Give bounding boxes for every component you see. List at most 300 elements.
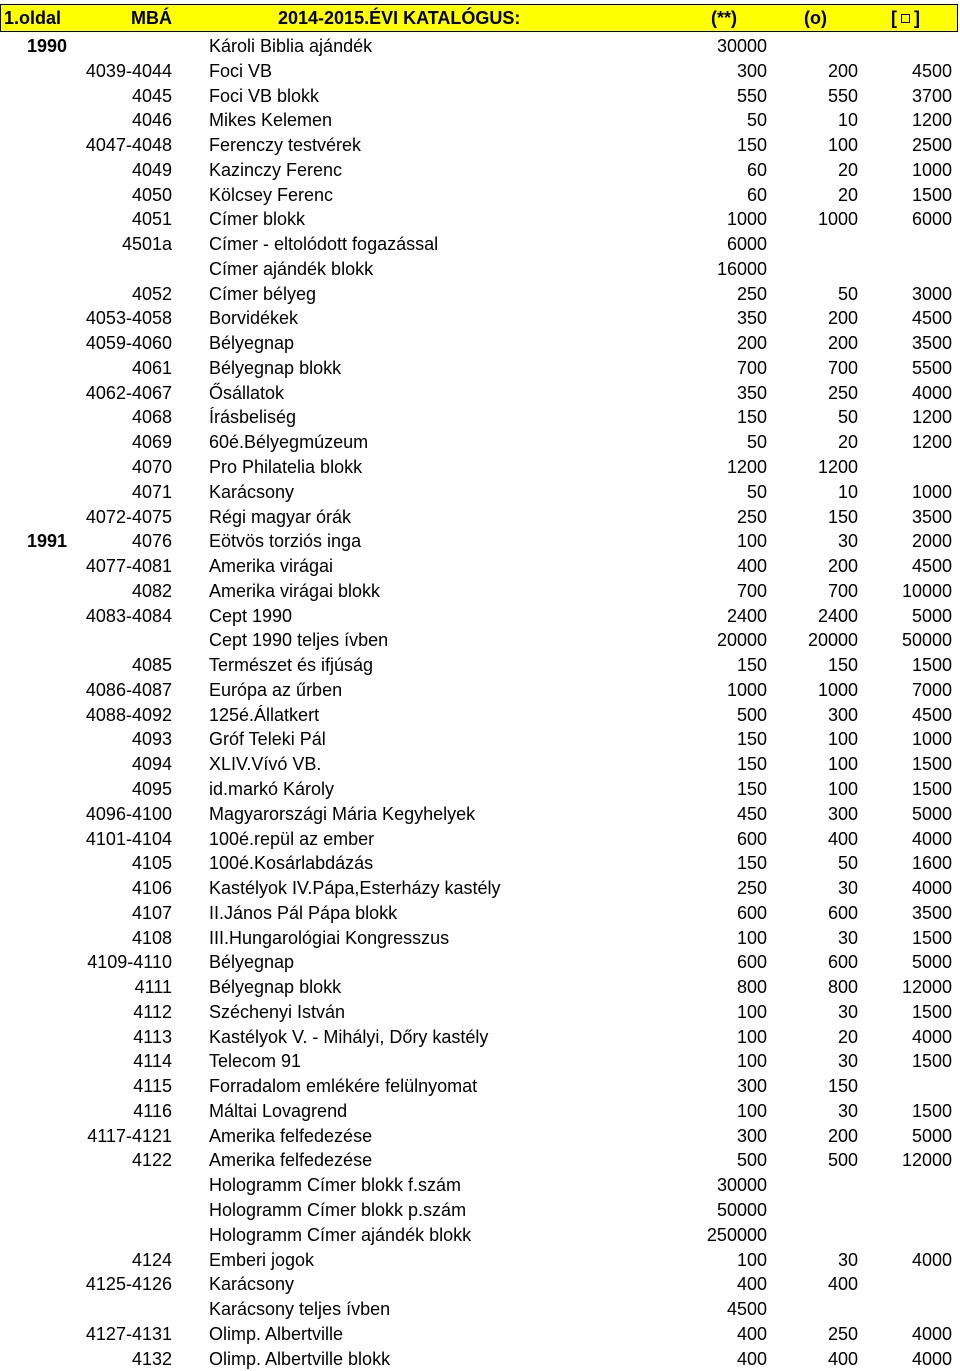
fdc-price-cell: 1600 (911, 853, 952, 874)
mint-price-cell: 800 (736, 977, 767, 998)
mint-price-cell: 200 (736, 333, 767, 354)
used-price-cell: 10 (837, 481, 858, 502)
mint-price-cell: 350 (736, 382, 767, 403)
used-price-cell: 30 (837, 1051, 858, 1072)
fdc-price-cell: 1500 (911, 1100, 952, 1121)
mint-price-cell: 400 (736, 1348, 767, 1369)
table-row (0, 232, 960, 257)
stamp-name-cell: Természet és ifjúság (209, 655, 374, 676)
table-row (0, 653, 960, 678)
stamp-name-cell: Károli Biblia ajándék (209, 36, 373, 56)
fdc-price-cell: 4000 (911, 878, 952, 899)
fdc-price-cell: 3700 (911, 85, 952, 106)
mint-price-cell: 100 (736, 531, 767, 552)
used-price-cell: 20 (837, 184, 858, 205)
mint-price-cell: 150 (736, 655, 767, 676)
stamp-name-cell: 125é.Állatkert (209, 704, 320, 725)
table-row (0, 628, 960, 653)
stamp-name-cell: Európa az űrben (209, 679, 343, 700)
mint-price-cell: 600 (736, 828, 767, 849)
mint-price-cell: 30000 (716, 1175, 767, 1196)
used-price-cell: 150 (827, 655, 858, 676)
table-row (0, 975, 960, 1000)
mint-price-cell: 250 (736, 506, 767, 527)
catalog-number-cell: 4114 (133, 1051, 172, 1072)
mint-price-cell: 450 (736, 803, 767, 824)
catalog-number-cell: 4046 (131, 110, 172, 131)
table-row (0, 1297, 960, 1322)
mint-price-cell: 30000 (716, 36, 767, 56)
stamp-name-cell: Magyarországi Mária Kegyhelyek (209, 803, 476, 824)
used-price-cell: 1000 (817, 679, 858, 700)
fdc-price-cell: 6000 (911, 209, 952, 230)
table-row (0, 604, 960, 629)
used-price-cell: 20 (837, 432, 858, 453)
stamp-name-cell: Ősállatok (209, 382, 285, 403)
stamp-name-cell: 100é.repül az ember (209, 828, 375, 849)
fdc-price-cell: 1200 (911, 407, 952, 428)
catalog-number-cell: 4096-4100 (85, 803, 172, 824)
mint-price-cell: 50000 (716, 1199, 767, 1220)
table-row (0, 84, 960, 109)
used-price-cell: 100 (827, 778, 858, 799)
stamp-name-cell: id.markó Károly (209, 778, 335, 799)
fdc-price-cell: 4000 (911, 1249, 952, 1270)
used-price-cell: 30 (837, 531, 858, 552)
mint-price-cell: 350 (736, 308, 767, 329)
table-row (0, 827, 960, 852)
stamp-name-cell: Kastélyok IV.Pápa,Esterházy kastély (209, 878, 501, 899)
used-price-cell: 300 (827, 803, 858, 824)
fdc-price-cell: 4000 (911, 828, 952, 849)
table-row (0, 926, 960, 951)
stamp-name-cell: Foci VB blokk (209, 85, 320, 106)
catalog-number-cell: 4045 (131, 85, 172, 106)
stamp-name-cell: II.János Pál Pápa blokk (209, 902, 398, 923)
stamp-name-cell: 100é.Kosárlabdázás (209, 853, 374, 874)
used-price-cell: 100 (827, 729, 858, 750)
catalog-table (0, 34, 960, 1371)
table-row (0, 1099, 960, 1124)
catalog-number-cell: 4069 (131, 432, 172, 453)
stamp-name-cell: Ferenczy testvérek (209, 135, 362, 156)
used-price-cell: 100 (827, 754, 858, 775)
fdc-price-cell: 1500 (911, 184, 952, 205)
fdc-price-cell: 12000 (901, 1150, 952, 1171)
fdc-price-cell: 1200 (911, 110, 952, 131)
catalog-number-cell: 4111 (134, 977, 172, 998)
mint-price-cell: 6000 (726, 234, 767, 255)
used-price-cell: 20 (837, 159, 858, 180)
mint-price-cell: 100 (736, 1249, 767, 1270)
used-price-cell: 300 (827, 704, 858, 725)
stamp-name-cell: Máltai Lovagrend (209, 1100, 348, 1121)
stamp-name-cell: Telecom 91 (209, 1051, 302, 1072)
catalog-number-cell: 4122 (131, 1150, 172, 1171)
stamp-name-cell: Hologramm Címer ajándék blokk (209, 1224, 472, 1245)
catalog-number-cell: 4093 (131, 729, 172, 750)
mint-price-cell: 50 (746, 432, 767, 453)
mint-price-cell: 100 (736, 1026, 767, 1047)
table-row (0, 331, 960, 356)
stamp-name-cell: Bélyegnap (209, 952, 295, 973)
fdc-price-cell: 5000 (911, 803, 952, 824)
used-price-cell: 550 (827, 85, 858, 106)
stamp-name-cell: Cept 1990 teljes ívben (209, 630, 389, 651)
table-row (0, 34, 960, 59)
fdc-price-cell: 1200 (911, 432, 952, 453)
catalog-number-cell: 4101-4104 (85, 828, 172, 849)
mint-price-cell: 700 (736, 357, 767, 378)
fdc-price-cell: 2500 (911, 135, 952, 156)
catalog-number-cell: 4086-4087 (85, 679, 172, 700)
table-row (0, 430, 960, 455)
stamp-name-cell: Amerika felfedezése (209, 1150, 373, 1171)
catalog-number-cell: 4112 (133, 1001, 172, 1022)
stamp-name-cell: Amerika virágai blokk (209, 580, 381, 601)
stamp-name-cell: Karácsony teljes ívben (209, 1299, 391, 1320)
mint-price-cell: 150 (736, 754, 767, 775)
table-row (0, 133, 960, 158)
catalog-number-cell: 4052 (131, 283, 172, 304)
catalog-number-cell: 4094 (131, 754, 172, 775)
fdc-price-cell: 4500 (911, 60, 952, 81)
fdc-price-cell: 1500 (911, 1001, 952, 1022)
table-row (0, 257, 960, 282)
stamp-name-cell: Hologramm Címer blokk f.szám (209, 1175, 462, 1196)
catalog-number-cell: 4059-4060 (85, 333, 172, 354)
table-row (0, 901, 960, 926)
table-row (0, 306, 960, 331)
stamp-name-cell: Amerika virágai (209, 556, 334, 577)
fdc-price-cell: 3500 (911, 333, 952, 354)
mint-price-cell: 400 (736, 1323, 767, 1344)
catalog-number-cell: 4050 (131, 184, 172, 205)
table-row (0, 1223, 960, 1248)
year-cell: 1990 (27, 36, 68, 56)
mint-price-cell: 150 (736, 407, 767, 428)
used-price-cell: 400 (827, 1274, 858, 1295)
stamp-name-cell: Olimp. Albertville (209, 1323, 344, 1344)
stamp-name-cell: Bélyegnap (209, 333, 295, 354)
stamp-name-cell: Bélyegnap blokk (209, 357, 342, 378)
year-cell: 1991 (27, 531, 68, 552)
mint-price-cell: 150 (736, 729, 767, 750)
used-price-cell: 50 (837, 407, 858, 428)
fdc-price-cell: 4500 (911, 704, 952, 725)
fdc-price-cell: 4000 (911, 382, 952, 403)
fdc-price-cell: 1000 (911, 729, 952, 750)
stamp-name-cell: Eötvös torziós inga (209, 531, 362, 552)
stamp-name-cell: Régi magyar órák (209, 506, 352, 527)
fdc-price-cell: 12000 (901, 977, 952, 998)
fdc-price-cell: 10000 (901, 580, 952, 601)
table-row (0, 1074, 960, 1099)
mint-price-cell: 100 (736, 927, 767, 948)
table-row (0, 1049, 960, 1074)
used-price-cell: 200 (827, 1125, 858, 1146)
stamp-name-cell: Címer - eltolódott fogazással (209, 234, 439, 255)
mint-price-cell: 1000 (726, 209, 767, 230)
table-row (0, 455, 960, 480)
table-row (0, 207, 960, 232)
used-price-cell: 200 (827, 333, 858, 354)
mint-price-cell: 50 (746, 481, 767, 502)
catalog-number-cell: 4125-4126 (85, 1274, 172, 1295)
stamp-name-cell: Címer ajándék blokk (209, 258, 374, 279)
stamp-name-cell: Kazinczy Ferenc (209, 159, 343, 180)
mint-price-cell: 500 (736, 1150, 767, 1171)
table-row (0, 59, 960, 84)
used-price-cell: 2400 (817, 605, 858, 626)
catalog-number-cell: 4108 (131, 927, 172, 948)
fdc-price-cell: 1500 (911, 754, 952, 775)
used-price-cell: 500 (827, 1150, 858, 1171)
used-price-cell: 30 (837, 927, 858, 948)
table-row (0, 876, 960, 901)
catalog-number-cell: 4083-4084 (85, 605, 172, 626)
table-row (0, 950, 960, 975)
stamp-name-cell: Emberi jogok (209, 1249, 315, 1270)
fdc-price-cell: 4500 (911, 308, 952, 329)
fdc-bracket-close: ] (914, 8, 920, 28)
mint-price-cell: 300 (736, 1125, 767, 1146)
mint-price-cell: 100 (736, 1001, 767, 1022)
catalog-number-cell: 4095 (131, 778, 172, 799)
catalog-number-cell: 4047-4048 (85, 135, 172, 156)
used-price-cell: 1000 (817, 209, 858, 230)
mint-price-cell: 1200 (726, 457, 767, 478)
table-row (0, 158, 960, 183)
catalog-number-cell: 4116 (133, 1100, 172, 1121)
fdc-price-cell: 1000 (911, 481, 952, 502)
stamp-name-cell: Karácsony (209, 481, 295, 502)
mint-price-cell: 150 (736, 135, 767, 156)
fdc-bracket-open: [ (891, 8, 897, 28)
used-price-cell: 150 (827, 506, 858, 527)
stamp-name-cell: Cept 1990 (209, 605, 293, 626)
column-mint-header: (**) (711, 8, 737, 28)
catalog-number-cell: 4117-4121 (87, 1125, 172, 1146)
table-row (0, 1347, 960, 1371)
stamp-name-cell: Borvidékek (209, 308, 299, 329)
fdc-price-cell: 3500 (911, 506, 952, 527)
catalog-number-cell: 4115 (133, 1076, 172, 1097)
used-price-cell: 30 (837, 1100, 858, 1121)
mint-price-cell: 50 (746, 110, 767, 131)
table-row (0, 282, 960, 307)
catalog-number-cell: 4109-4110 (87, 952, 172, 973)
used-price-cell: 400 (827, 1348, 858, 1369)
catalog-number-cell: 4105 (131, 853, 172, 874)
catalog-number-cell: 4107 (131, 902, 172, 923)
fdc-price-cell: 5000 (911, 605, 952, 626)
mint-price-cell: 100 (736, 1051, 767, 1072)
used-price-cell: 700 (827, 580, 858, 601)
catalog-title: 2014-2015.ÉVI KATALÓGUS: (278, 8, 521, 28)
stamp-name-cell: Forradalom emlékére felülnyomat (209, 1076, 478, 1097)
used-price-cell: 50 (837, 283, 858, 304)
stamp-name-cell: Kastélyok V. - Mihályi, Dőry kastély (209, 1026, 489, 1047)
catalog-number-cell: 4127-4131 (85, 1323, 172, 1344)
square-icon (901, 14, 910, 23)
org-label: MBÁ (131, 8, 172, 28)
stamp-name-cell: Írásbeliség (209, 407, 297, 428)
table-row (0, 405, 960, 430)
fdc-price-cell: 5000 (911, 1125, 952, 1146)
catalog-number-cell: 4039-4044 (85, 60, 172, 81)
mint-price-cell: 150 (736, 853, 767, 874)
table-row (0, 1322, 960, 1347)
used-price-cell: 10 (837, 110, 858, 131)
stamp-name-cell: 60é.Bélyegmúzeum (209, 432, 369, 453)
table-row (0, 703, 960, 728)
mint-price-cell: 700 (736, 580, 767, 601)
table-row (0, 777, 960, 802)
mint-price-cell: 250000 (706, 1224, 767, 1245)
used-price-cell: 600 (827, 952, 858, 973)
stamp-name-cell: Olimp. Albertville blokk (209, 1348, 391, 1369)
used-price-cell: 400 (827, 828, 858, 849)
used-price-cell: 150 (827, 1076, 858, 1097)
mint-price-cell: 550 (736, 85, 767, 106)
mint-price-cell: 600 (736, 902, 767, 923)
mint-price-cell: 60 (746, 159, 767, 180)
table-row (0, 1248, 960, 1273)
used-price-cell: 30 (837, 1249, 858, 1270)
used-price-cell: 200 (827, 556, 858, 577)
catalog-number-cell: 4061 (131, 357, 172, 378)
catalog-number-cell: 4082 (131, 580, 172, 601)
stamp-name-cell: Amerika felfedezése (209, 1125, 373, 1146)
stamp-name-cell: Hologramm Címer blokk p.szám (209, 1199, 467, 1220)
fdc-price-cell: 3000 (911, 283, 952, 304)
used-price-cell: 200 (827, 308, 858, 329)
fdc-price-cell: 1500 (911, 927, 952, 948)
table-row (0, 108, 960, 133)
catalog-number-cell: 4113 (133, 1026, 172, 1047)
column-fdc-header (891, 8, 920, 29)
used-price-cell: 700 (827, 357, 858, 378)
stamp-name-cell: Címer bélyeg (209, 283, 317, 304)
mint-price-cell: 20000 (716, 630, 767, 651)
catalog-number-cell: 4071 (131, 481, 172, 502)
mint-price-cell: 500 (736, 704, 767, 725)
catalog-number-cell: 4072-4075 (85, 506, 172, 527)
stamp-name-cell: XLIV.Vívó VB. (209, 754, 322, 775)
stamp-name-cell: Foci VB (209, 60, 273, 81)
mint-price-cell: 250 (736, 283, 767, 304)
table-row (0, 678, 960, 703)
table-row (0, 554, 960, 579)
catalog-number-cell: 4076 (131, 531, 172, 552)
column-used-header: (o) (804, 8, 827, 28)
table-row (0, 579, 960, 604)
mint-price-cell: 60 (746, 184, 767, 205)
stamp-name-cell: Címer blokk (209, 209, 306, 230)
mint-price-cell: 300 (736, 1076, 767, 1097)
mint-price-cell: 100 (736, 1100, 767, 1121)
mint-price-cell: 1000 (726, 679, 767, 700)
used-price-cell: 100 (827, 135, 858, 156)
stamp-name-cell: Széchenyi István (209, 1001, 346, 1022)
table-row (0, 851, 960, 876)
mint-price-cell: 400 (736, 1274, 767, 1295)
catalog-header (0, 4, 958, 32)
mint-price-cell: 2400 (726, 605, 767, 626)
catalog-number-cell: 4085 (131, 655, 172, 676)
fdc-price-cell: 1500 (911, 778, 952, 799)
used-price-cell: 800 (827, 977, 858, 998)
catalog-number-cell: 4077-4081 (85, 556, 172, 577)
catalog-number-cell: 4051 (131, 209, 172, 230)
fdc-price-cell: 5000 (911, 952, 952, 973)
stamp-name-cell: Karácsony (209, 1274, 295, 1295)
catalog-number-cell: 4132 (131, 1348, 172, 1369)
used-price-cell: 30 (837, 1001, 858, 1022)
used-price-cell: 200 (827, 60, 858, 81)
table-row (0, 1272, 960, 1297)
stamp-name-cell: Gróf Teleki Pál (209, 729, 326, 750)
fdc-price-cell: 4000 (911, 1348, 952, 1369)
page-label: 1.oldal (4, 8, 62, 28)
table-row (0, 1124, 960, 1149)
mint-price-cell: 150 (736, 778, 767, 799)
fdc-price-cell: 1500 (911, 655, 952, 676)
fdc-price-cell: 1000 (911, 159, 952, 180)
catalog-number-cell: 4106 (131, 878, 172, 899)
table-row (0, 1000, 960, 1025)
mint-price-cell: 4500 (726, 1299, 767, 1320)
table-row (0, 381, 960, 406)
table-row (0, 183, 960, 208)
used-price-cell: 20000 (807, 630, 858, 651)
mint-price-cell: 400 (736, 556, 767, 577)
fdc-price-cell: 3500 (911, 902, 952, 923)
table-row (0, 480, 960, 505)
table-row (0, 752, 960, 777)
fdc-price-cell: 1500 (911, 1051, 952, 1072)
used-price-cell: 250 (827, 1323, 858, 1344)
stamp-name-cell: III.Hungarológiai Kongresszus (209, 927, 450, 948)
table-row (0, 356, 960, 381)
stamp-name-cell: Bélyegnap blokk (209, 977, 342, 998)
mint-price-cell: 300 (736, 60, 767, 81)
table-row (0, 505, 960, 530)
fdc-price-cell: 50000 (901, 630, 952, 651)
fdc-price-cell: 7000 (911, 679, 952, 700)
mint-price-cell: 250 (736, 878, 767, 899)
table-row (0, 727, 960, 752)
fdc-price-cell: 4000 (911, 1323, 952, 1344)
used-price-cell: 1200 (817, 457, 858, 478)
mint-price-cell: 16000 (716, 258, 767, 279)
fdc-price-cell: 2000 (911, 531, 952, 552)
catalog-number-cell: 4062-4067 (85, 382, 172, 403)
table-row (0, 529, 960, 554)
fdc-price-cell: 4500 (911, 556, 952, 577)
used-price-cell: 30 (837, 878, 858, 899)
table-row (0, 1198, 960, 1223)
catalog-number-cell: 4501a (121, 234, 172, 255)
table-row (0, 802, 960, 827)
fdc-price-cell: 5500 (911, 357, 952, 378)
used-price-cell: 250 (827, 382, 858, 403)
used-price-cell: 20 (837, 1026, 858, 1047)
catalog-number-cell: 4070 (131, 457, 172, 478)
mint-price-cell: 600 (736, 952, 767, 973)
table-row (0, 1025, 960, 1050)
